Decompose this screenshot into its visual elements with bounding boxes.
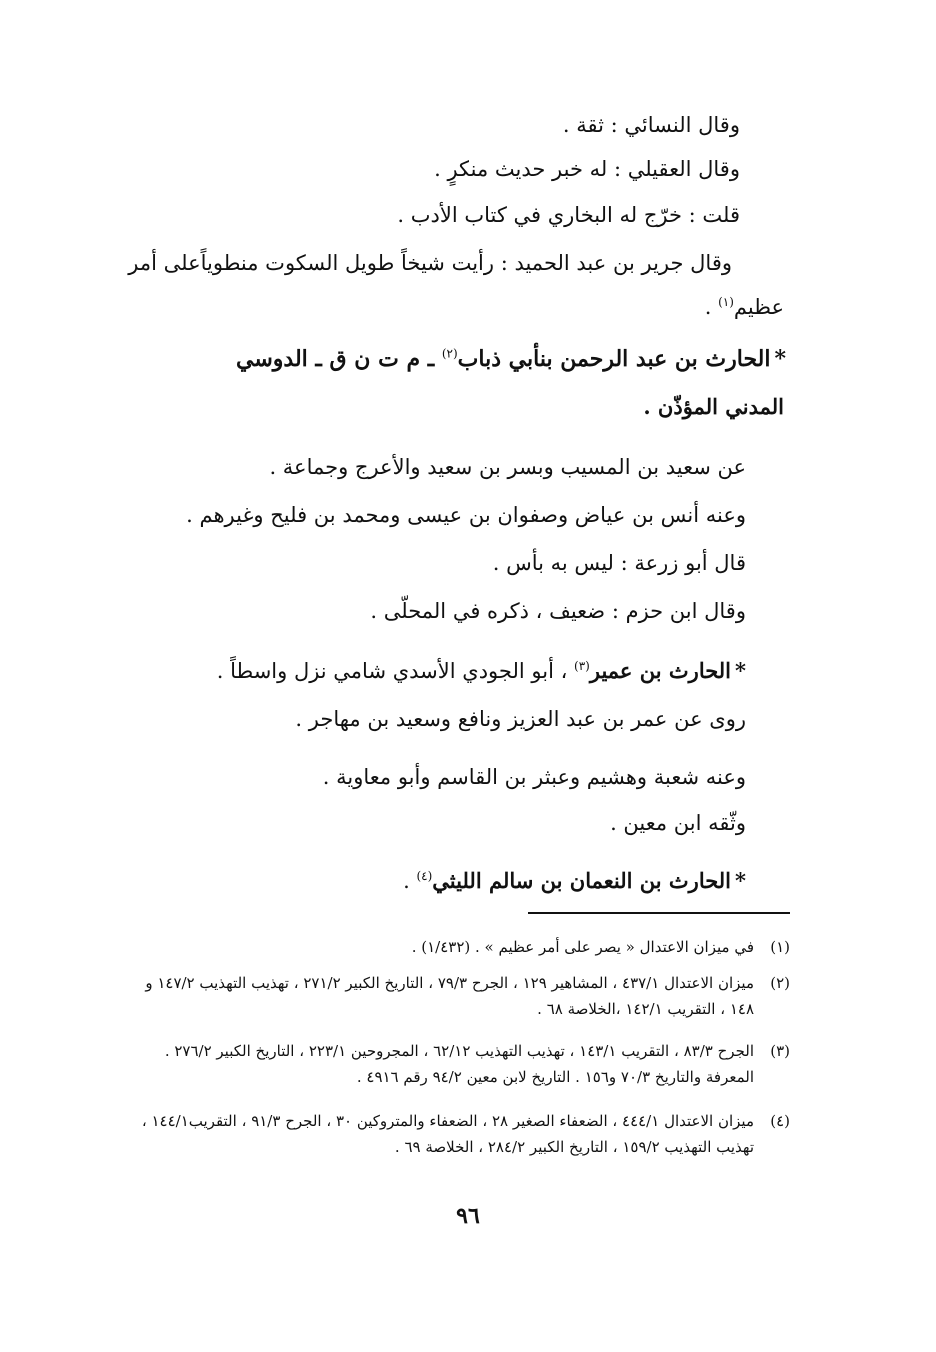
entry-name: الحارث بن النعمان بن سالم الليثي — [432, 868, 732, 893]
entry-bullet: * — [735, 658, 746, 683]
footnote-number: (٢) — [770, 974, 790, 992]
footnote-text: في ميزان الاعتدال « يصر على أمر عظيم » . (١/٤٣٢) . — [411, 938, 754, 956]
text-line: قلت : خرّج له البخاري في كتاب الأدب . — [397, 203, 740, 227]
text-line: عن سعيد بن المسيب وبسر بن سعيد والأعرج وجماعة . — [269, 455, 746, 479]
footnote-separator — [528, 912, 790, 914]
text-line — [705, 292, 784, 322]
footnote-number: (٣) — [770, 1042, 790, 1060]
text-line: وثّقه ابن معين . — [610, 811, 746, 835]
text-line: وقال العقيلي : له خبر حديث منكرٍ . — [434, 157, 740, 181]
footnote-text: ميزان الاعتدال ٤٣٧/١ ، المشاهير ١٢٩ ، الجرح ٧٩/٣ ، التاريخ الكبير ٢٧١/٢ ، تهذيب التهذيب ١٤٧/٢ و ١٤٨ ، التقريب ١٤٢/١ ،الخلاصة ٦٨ . — [145, 974, 754, 1018]
footnote-text: ميزان الاعتدال ٤٤٤/١ ، الضعفاء الصغير ٢٨ ، الضعفاء والمتروكين ٣٠ ، الجرح ٩١/٣ ، التقريب١٤٤/١ ، تهذيب التهذيب ١٥٩/٢ ، التاريخ الكبير ٢٨٤/٢ ، الخلاصة ٦٩ . — [141, 1112, 754, 1156]
text-line: روى عن عمر بن عبد العزيز ونافع وسعيد بن مهاجر . — [295, 707, 746, 731]
footnote-marker: (١) — [718, 295, 734, 309]
entry-heading-continued: المدني المؤذّن . — [643, 394, 784, 419]
text-fragment: . — [704, 295, 719, 319]
text-line: وقال جرير بن عبد الحميد : رأيت شيخاً طويل السكوت منطوياًعلى أمر — [128, 251, 732, 275]
footnote-marker: (٤) — [416, 869, 433, 883]
text-line: قال أبو زرعة : ليس به بأس . — [492, 551, 746, 575]
entry-codes: ـ م ت ن ق ـ الدوسي — [236, 346, 442, 372]
text-line: وعنه شعبة وهشيم وعبثر بن القاسم وأبو معاوية . — [322, 765, 746, 789]
entry-heading — [236, 344, 786, 375]
entry-heading — [403, 866, 746, 896]
text-fragment: عظيم — [733, 295, 784, 319]
page-number: ٩٦ — [456, 1203, 480, 1229]
entry-bullet: * — [735, 868, 746, 893]
text-fragment: . — [403, 869, 417, 893]
footnote-marker: (٢) — [441, 346, 458, 361]
text-line: وقال ابن حزم : ضعيف ، ذكره في المحلّى . — [370, 599, 746, 623]
entry-heading — [217, 656, 746, 686]
entry-name: الحارث بن عمير — [589, 658, 732, 683]
footnote-number: (٤) — [770, 1112, 790, 1130]
footnote-marker: (٣) — [574, 659, 590, 673]
entry-bullet: * — [774, 346, 786, 372]
entry-name: الحارث بن عبد الرحمن بنأبي ذباب — [457, 346, 771, 372]
footnote-text: الجرح ٨٣/٣ ، التقريب ١٤٣/١ ، تهذيب التهذيب ٦٢/١٢ ، المجروحين ٢٢٣/١ ، التاريخ الكبير ٢٧٦/٢ . المعرفة والتاريخ ٧٠/٣ و١٥٦ . التاريخ لابن معين ٩٤/٢ رقم ٤٩١٦ . — [164, 1042, 754, 1086]
footnote-number: (١) — [770, 938, 790, 956]
text-line: وعنه أنس بن عياض وصفوان بن عيسى ومحمد بن فليح وغيرهم . — [186, 503, 746, 527]
text-fragment: ، أبو الجودي الأسدي شامي نزل واسطاً . — [216, 659, 575, 683]
text-line: وقال النسائي : ثقة . — [562, 113, 740, 137]
